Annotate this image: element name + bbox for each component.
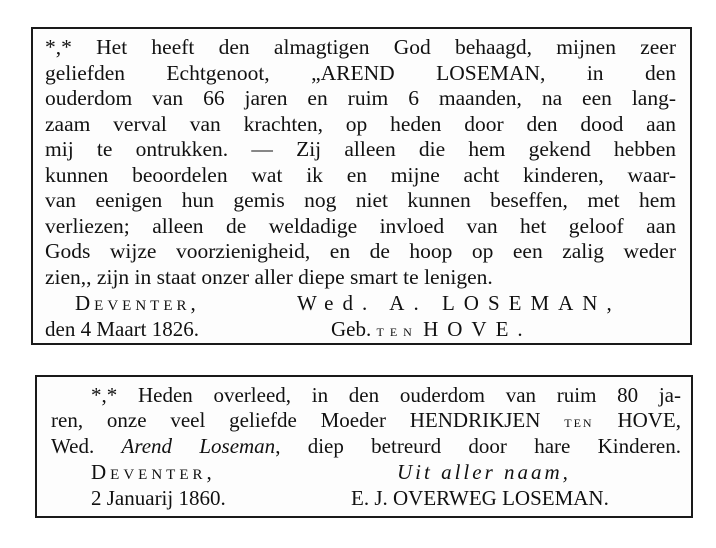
notice2-line-2-text: ren, onze veel geliefde Moeder HENDRIKJEN: [51, 408, 541, 432]
notice2-line-3-text: , diep betreurd door hare Kinderen.: [275, 434, 681, 458]
notice1-line-7: van eenigen hun gemis nog niet kunnen beseffen, met hem: [45, 188, 676, 212]
notice1-line-5: mij te ontrukken. — Zij alleen die hem gekend hebben: [45, 137, 676, 161]
notice1-line-8: verliezen; alleen de weldadige invloed van het geloof aan: [45, 213, 676, 238]
death-notice-1826: [31, 27, 692, 345]
notice1-date: den 4 Maart 1826.: [45, 317, 199, 341]
notice2-line-3: [51, 434, 681, 459]
notice1-born-ten: ten: [376, 321, 418, 340]
notice2-line-2-ten: ten: [564, 412, 594, 431]
notice1-line-3: ouderdom van 66 jaren en ruim 6 maanden, na een lang-: [45, 86, 676, 110]
notice1-born-name: HOVE.: [423, 317, 532, 341]
notice2-line-1: *,* Heden overleed, in den ouderdom van ruim 80 ja-: [91, 383, 681, 407]
notice2-line-3-prefix: Wed.: [51, 434, 95, 458]
notice2-signature-row-1: [51, 459, 681, 485]
notice1-widow: Wed. A. LOSEMAN,: [297, 291, 621, 315]
notice2-line-2-name: HOVE,: [617, 408, 681, 432]
notice2-signer: E. J. OVERWEG LOSEMAN.: [351, 486, 609, 510]
notice1-line-4: zaam verval van krachten, op heden door den dood aan: [45, 111, 676, 136]
notice1-line-9: Gods wijze voorzienigheid, en de hoop op een zalig weder: [45, 239, 676, 263]
death-notice-1860: [35, 375, 693, 518]
notice2-line-2: [51, 408, 681, 434]
notice1-line-6: kunnen beoordelen wat ik en mijne acht kinderen, waar-: [45, 162, 676, 187]
notice1-line-2: geliefden Echtgenoot, „AREND LOSEMAN, in den: [45, 60, 676, 85]
notice2-line-3-name: Arend Loseman: [121, 434, 276, 458]
notice1-born-prefix: Geb.: [331, 317, 372, 341]
notice2-place: Deventer,: [91, 460, 216, 484]
notice1-signature-row-2: [45, 316, 676, 344]
notice2-date: 2 Januarij 1860.: [91, 486, 226, 510]
notice2-from: Uit aller naam,: [397, 460, 571, 484]
notice1-place: Deventer,: [75, 291, 200, 315]
notice1-signature-row-1: [45, 290, 676, 316]
notice1-line-1: *,* Het heeft den almagtigen God behaagd, mijnen zeer: [45, 35, 676, 59]
notice2-signature-row-2: [51, 485, 681, 511]
notice1-line-10: zien,, zijn in staat onzer aller diepe smart te lenigen.: [45, 264, 493, 289]
